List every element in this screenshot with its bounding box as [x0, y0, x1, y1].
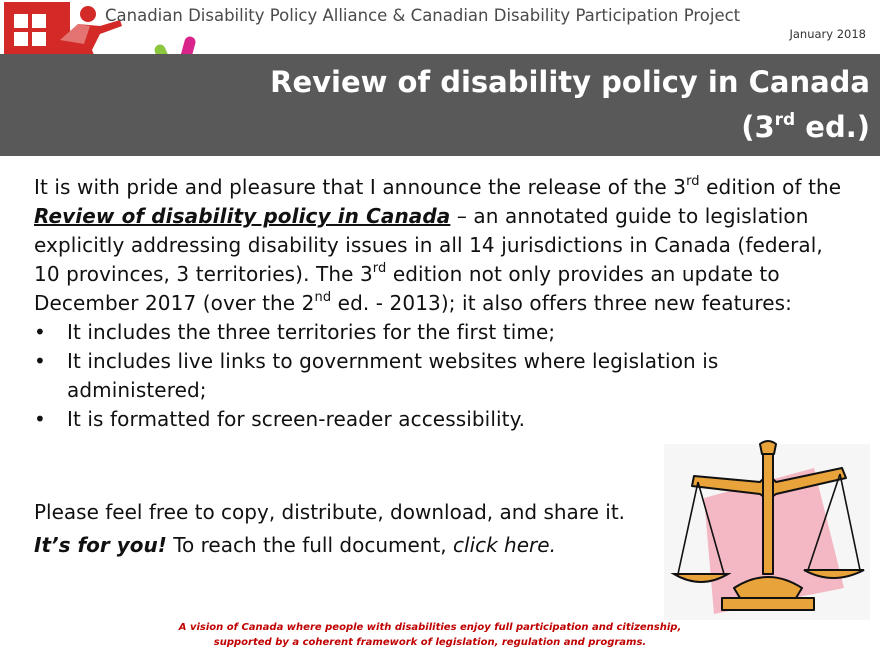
feature-item-live-links: • It includes live links to government websites where legislation is administered; — [34, 349, 719, 402]
click-here-link[interactable]: click here. — [453, 533, 556, 557]
bullet-icon: • — [34, 320, 46, 344]
footer-line-2: supported by a coherent framework of legislation, regulation and programs. — [213, 637, 647, 648]
features-list — [34, 318, 854, 434]
closing-paragraph: Please feel free to copy, distribute, download, and share it. It’s for you! To reach the full document, click here. — [34, 500, 626, 557]
title-line-2: (3rd ed.) — [741, 110, 870, 144]
feature-item-territories: • It includes the three territories for the first time; — [34, 318, 854, 347]
announcement-paragraph: It is with pride and pleasure that I announce the release of the 3rd edition of the Review of disability policy in Canada – an annotated guide to legislation explicitly addressing disability issues in all 14 jurisdictions in Canada (federal, 10 provinces, 3 territories). The 3rd edition not only provides an update to December 2017 (over the 2nd ed. - 2013); it also offers three new features: — [34, 174, 842, 315]
emphasis-text: It’s for you! — [34, 533, 167, 557]
vision-statement-footer — [150, 620, 710, 650]
review-title-link[interactable]: Review of disability policy in Canada — [34, 204, 451, 228]
footer-line-1: A vision of Canada where people with disabilities enjoy full participation and citizenship, — [178, 622, 682, 633]
page-title — [270, 60, 870, 150]
bullet-icon: • — [34, 407, 46, 431]
scales-of-justice-icon — [664, 438, 870, 624]
organization-header: Canadian Disability Policy Alliance & Canadian Disability Participation Project — [105, 6, 741, 25]
title-line-1: Review of disability policy in Canada — [270, 65, 870, 99]
announcement-body — [34, 173, 854, 434]
publication-date: January 2018 — [789, 27, 866, 41]
bullet-icon: • — [34, 349, 46, 373]
feature-item-accessibility: • It is formatted for screen-reader accessibility. — [34, 405, 854, 434]
